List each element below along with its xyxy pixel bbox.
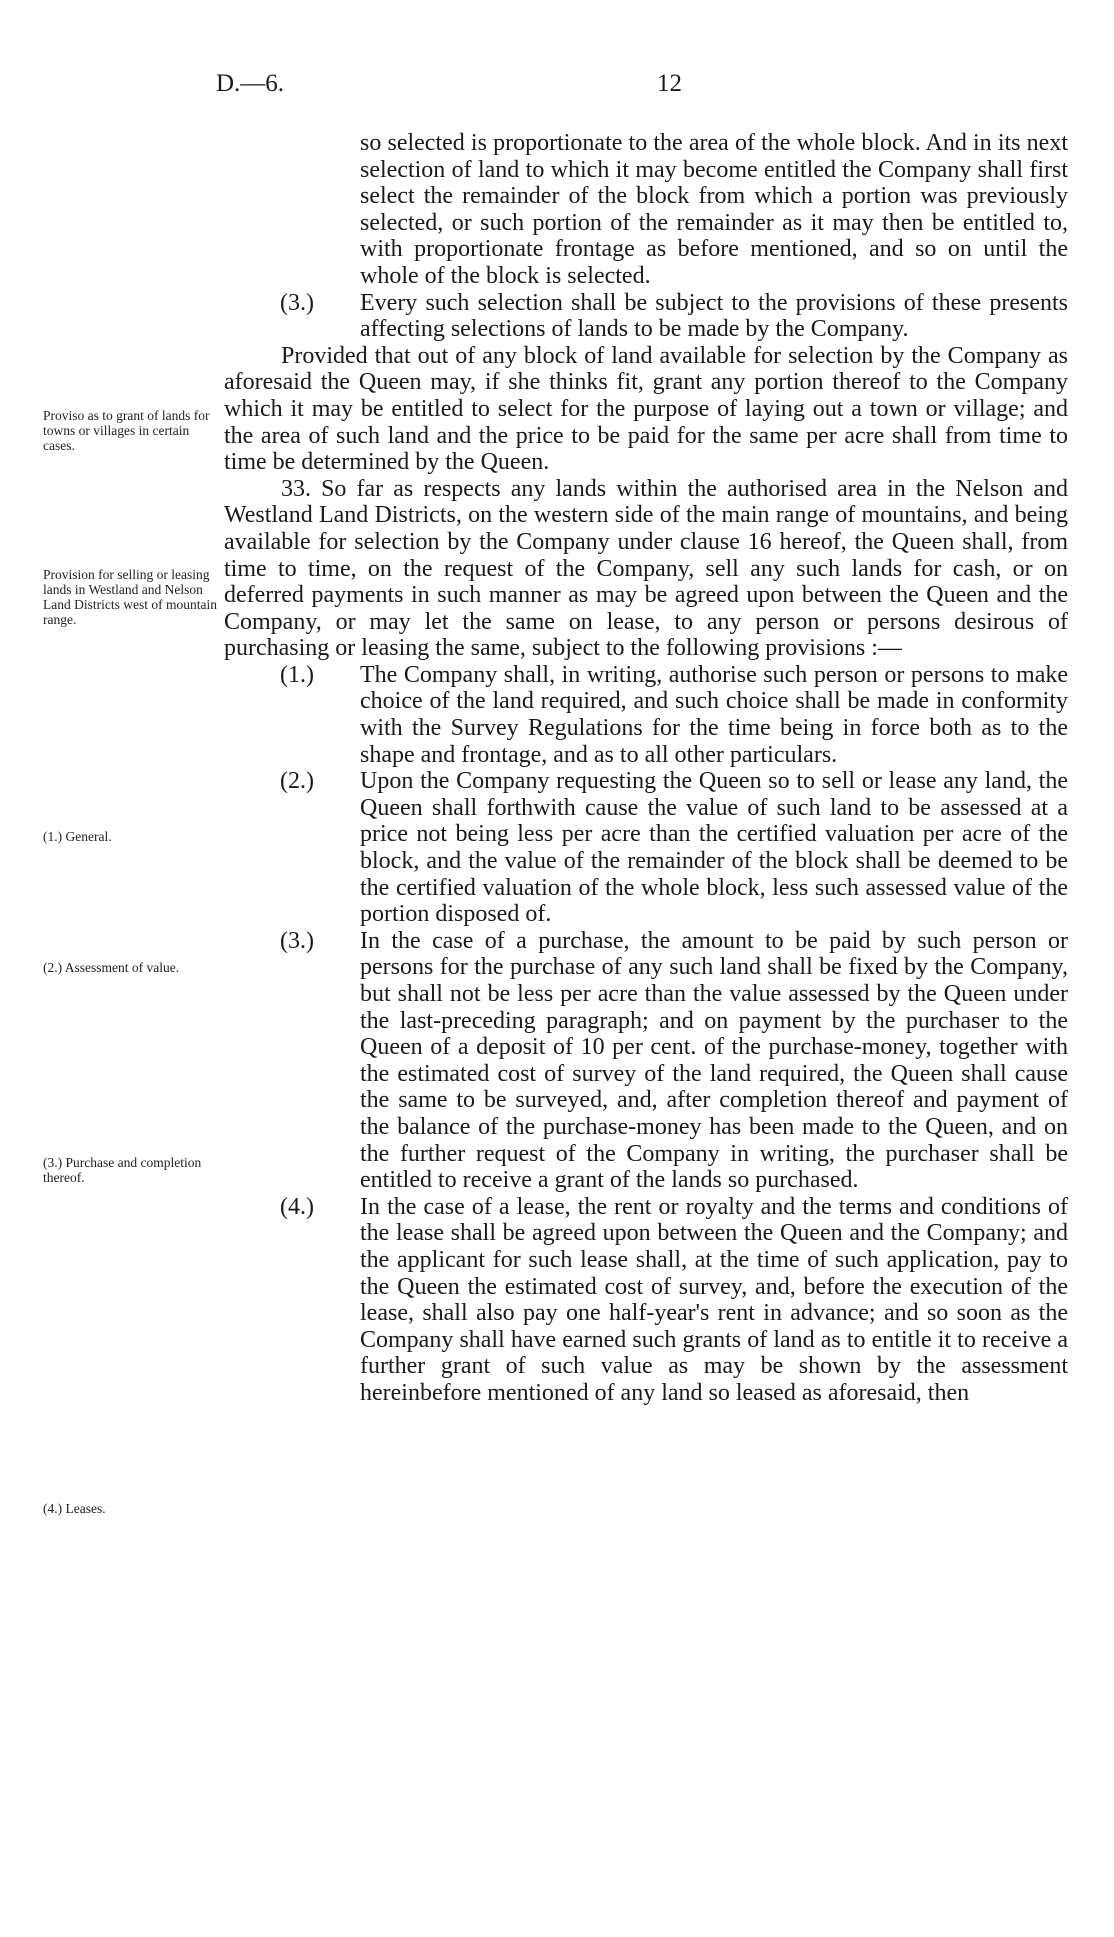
margin-note-provision: Provision for selling or leasing lands in Westland and Nelson Land Districts west of mountain range. <box>43 567 217 627</box>
item-number: (1.) <box>280 661 314 688</box>
item-text: In the case of a purchase, the amount to be paid by such person or persons for the purchase of any such land shall be fixed by the Company, but shall not be less per acre than the value assessed by the Queen under the last-preceding paragraph; and on payment by the purchaser to the Queen of a deposit of 10 per cent. of the purchase-money, together with the estimated cost of survey of the land required, the Queen shall cause the same to be surveyed, and, after completion thereof and payment of the balance of the purchase-money has been made to the Queen, and on the further request of the Company in writing, the purchaser shall be entitled to receive a grant of the lands so purchased. <box>360 927 1068 1194</box>
provision-1-general <box>224 662 1068 768</box>
page-header <box>0 70 1114 100</box>
margin-note-general: (1.) General. <box>43 829 112 844</box>
clause-33: 33. So far as respects any lands within the authorised area in the Nelson and Westland Land Districts, on the western side of the main range of mountains, and being available for selection by the Company under clause 16 hereof, the Queen shall, from time to time, on the request of the Company, sell any such lands for cash, or on deferred payments in such manner as may be agreed upon between the Queen and the Company, or may let the same on lease, to any person or persons desirous of purchasing or leasing the same, subject to the following provisions :— <box>224 475 1068 662</box>
proviso-paragraph: Provided that out of any block of land available for selection by the Company as aforesaid the Queen may, if she thinks fit, grant any portion thereof to the Company which it may be entitled to select for the purpose of laying out a town or village; and the area of such land and the price to be paid for the same per acre shall from time to time be determined by the Queen. <box>224 342 1068 476</box>
margin-note-proviso: Proviso as to grant of lands for towns or villages in certain cases. <box>43 408 210 453</box>
item-number: (3.) <box>280 927 314 954</box>
item-number: (4.) <box>280 1193 314 1220</box>
margin-note-purchase: (3.) Purchase and completion thereof. <box>43 1155 202 1185</box>
item-text: The Company shall, in writing, authorise such person or persons to make choice of the land required, and such choice shall be made in conformity with the Survey Regulations for the time being in force both as to the shape and frontage, and as to all other particulars. <box>360 661 1068 768</box>
document-reference: D.—6. <box>216 70 285 97</box>
item-text: In the case of a lease, the rent or royalty and the terms and conditions of the lease shall be agreed upon between the Queen and the Company; and the applicant for such lease shall, at the time of such application, pay to the Queen the estimated cost of survey, and, before the execution of the lease, shall also pay one half-year's rent in advance; and so soon as the Company shall have earned such grants of land as to entitle it to receive a further grant of such value as may be shown by the assessment hereinbefore mentioned of any land so leased as aforesaid, then <box>360 1193 1068 1406</box>
document-body <box>224 130 1068 1407</box>
subclause-3-selection <box>224 290 1068 343</box>
item-text: Upon the Company requesting the Queen so to sell or lease any land, the Queen shall forthwith cause the value of such land to be assessed at a price not being less per acre than the certified valuation per acre of the block, and the value of the remainder of the block shall be deemed to be the certified valuation of the whole block, less such assessed value of the portion disposed of. <box>360 768 1068 928</box>
item-number: (2.) <box>280 768 314 795</box>
provision-2-assessment <box>224 768 1068 928</box>
margin-note-assessment: (2.) Assessment of value. <box>43 960 180 975</box>
margin-note-leases: (4.) Leases. <box>43 1501 106 1516</box>
item-number: (3.) <box>280 289 314 316</box>
continuation-paragraph: so selected is proportionate to the area of the whole block. And in its next selection of land to which it may become entitled the Company shall first select the remainder of the block from which a portion was previously selected, or such portion of the remainder as it may then be entitled to, with proportionate frontage as before mentioned, and so on until the whole of the block is selected. <box>360 130 1068 289</box>
item-text: Every such selection shall be subject to the provisions of these presents affecting selections of lands to be made by the Company. <box>360 289 1068 343</box>
provision-3-purchase <box>224 928 1068 1194</box>
page-number: 12 <box>657 70 682 97</box>
provision-4-leases <box>224 1194 1068 1407</box>
